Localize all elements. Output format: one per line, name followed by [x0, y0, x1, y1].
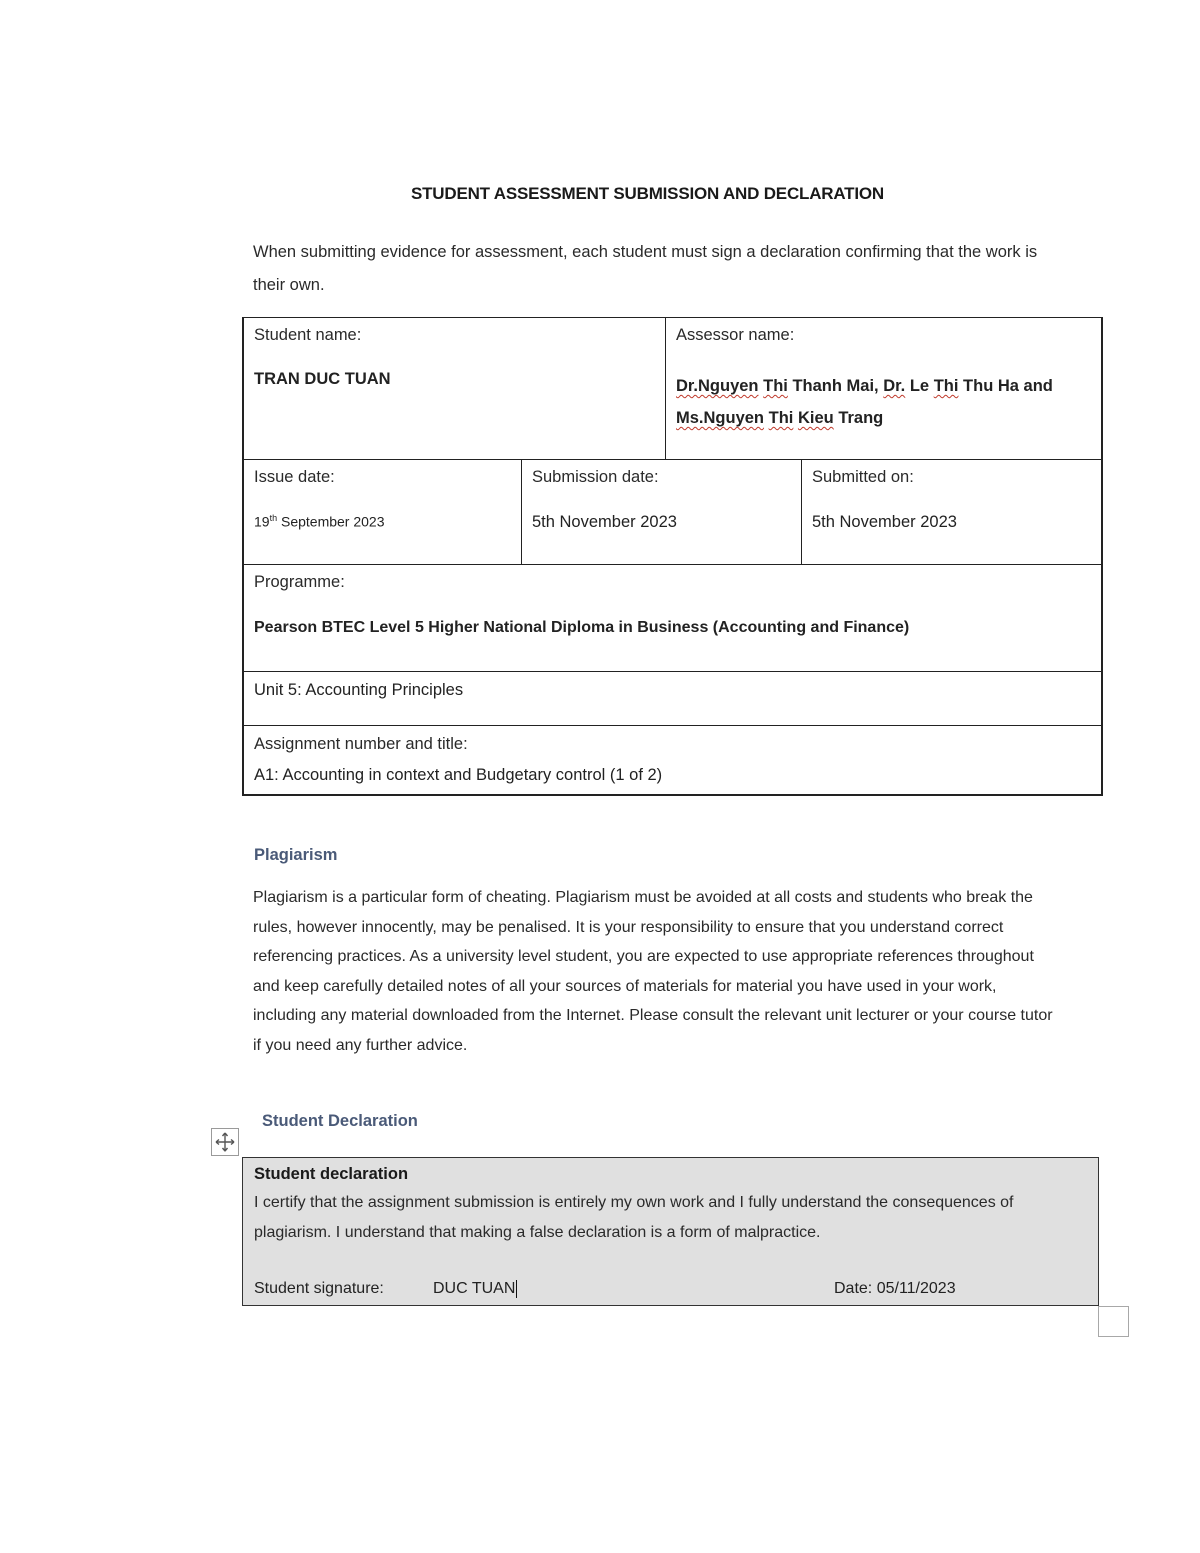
- plagiarism-text: Plagiarism is a particular form of cheating. Plagiarism must be avoided at all costs and students who break the rules, however innocently, may be penalised. It is your responsibility to ensure that you understand correct referencing practices. As a university level student, you are expected to use appropriate references throughout and keep carefully detailed notes of all your sources of materials for material you have used in your work, including any material downloaded from the Internet. Please consult the relevant unit lecturer or your course tutor if you need any further advice.: [253, 889, 1053, 1054]
- issue-date-value: [254, 513, 511, 530]
- student-name-value: TRAN DUC TUAN: [254, 370, 391, 388]
- declaration-box[interactable]: [242, 1157, 1099, 1306]
- declaration-text: I certify that the assignment submission is entirely my own work and I fully understand the consequences of plagiarism. I understand that making a false declaration is a form of malpractice.: [254, 1194, 1014, 1241]
- issue-date-suffix: th: [269, 513, 278, 523]
- assessor-part: Dr.: [883, 377, 906, 395]
- issue-date-rest: September 2023: [280, 513, 385, 530]
- assessor-name-cell[interactable]: [665, 318, 1101, 459]
- issue-date-label: Issue date:: [254, 468, 335, 486]
- unit-value: Unit 5: Accounting Principles: [254, 681, 464, 699]
- issue-date-cell[interactable]: [244, 460, 521, 564]
- move-arrows-icon: [215, 1132, 235, 1152]
- submission-date-cell[interactable]: [521, 460, 801, 564]
- signature-label: Student signature:: [254, 1280, 384, 1297]
- document-title: STUDENT ASSESSMENT SUBMISSION AND DECLARATION: [410, 184, 884, 203]
- submission-date-label: Submission date:: [532, 468, 659, 486]
- declaration-section-heading: Student Declaration: [262, 1112, 418, 1130]
- assessment-table: [242, 317, 1103, 796]
- table-row: [244, 726, 1101, 794]
- unit-cell[interactable]: [244, 672, 1101, 725]
- date-value: 05/11/2023: [876, 1280, 956, 1297]
- assignment-label: Assignment number and title:: [254, 735, 468, 753]
- assignment-value: A1: Accounting in context and Budgetary control (1 of 2): [254, 766, 663, 784]
- assessor-part: Le: [909, 377, 930, 395]
- table-row: [244, 672, 1101, 726]
- assignment-cell[interactable]: [244, 726, 1101, 794]
- table-row: [244, 460, 1101, 565]
- assessor-part: Thanh Mai,: [792, 377, 879, 395]
- plagiarism-heading: Plagiarism: [254, 846, 338, 864]
- submitted-on-label: Submitted on:: [812, 468, 914, 486]
- assessor-part: Thi: [933, 377, 959, 395]
- assessor-part: Thi: [768, 409, 794, 427]
- intro-text: When submitting evidence for assessment, each student must sign a declaration confirming that the work is their own.: [253, 243, 1038, 294]
- student-name-label: Student name:: [254, 326, 362, 344]
- date-label: Date:: [834, 1280, 873, 1297]
- move-handle-icon[interactable]: [211, 1128, 239, 1156]
- assessor-name-label: Assessor name:: [676, 326, 795, 344]
- signature-value[interactable]: DUC TUAN: [433, 1280, 516, 1297]
- assessor-part: Kieu: [797, 409, 834, 427]
- assessor-name-value: [676, 370, 1091, 434]
- submitted-on-cell[interactable]: [801, 460, 1101, 564]
- programme-cell[interactable]: [244, 565, 1101, 671]
- programme-label: Programme:: [254, 573, 345, 591]
- submission-date-value: 5th November 2023: [532, 513, 677, 531]
- student-name-cell[interactable]: [244, 318, 665, 459]
- assessor-part: Ms.Nguyen: [676, 409, 765, 427]
- submitted-on-value: 5th November 2023: [812, 513, 957, 531]
- assessor-part: Dr.Nguyen: [676, 377, 759, 395]
- assessor-part: Thi: [763, 377, 788, 395]
- assessor-part: Thu Ha and: [963, 377, 1053, 395]
- declaration-box-heading: Student declaration: [254, 1165, 409, 1183]
- date-field: [834, 1280, 956, 1298]
- table-row: [244, 318, 1101, 460]
- assessor-part: Trang: [838, 409, 884, 427]
- programme-value: Pearson BTEC Level 5 Higher National Diploma in Business (Accounting and Finance): [254, 619, 910, 636]
- resize-handle-icon[interactable]: [1098, 1306, 1129, 1337]
- issue-date-day: 19: [254, 513, 270, 530]
- table-row: [244, 565, 1101, 672]
